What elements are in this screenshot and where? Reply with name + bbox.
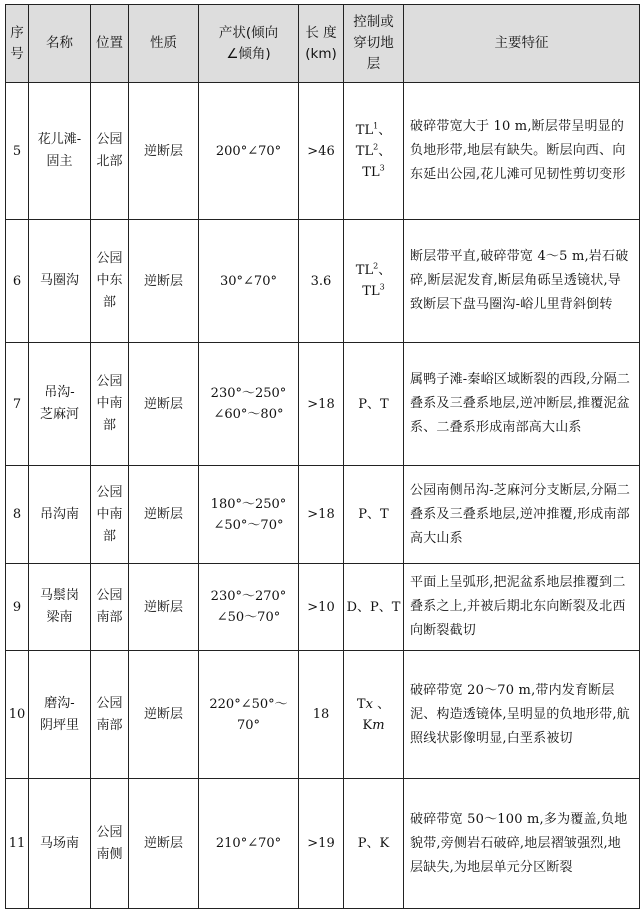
cell-features: 破碎带宽大于 10 m,断层带呈明显的负地形带,地层有缺失。断层向西、向东延出公园,花儿滩可见韧性剪切变形 [404, 83, 640, 220]
cell-length: 18 [299, 651, 344, 779]
cell-control: $TL^1$、 $TL^2$、 $TL^3$ [344, 83, 404, 220]
cell-nature: 逆断层 [129, 651, 199, 779]
cell-nature: 逆断层 [129, 564, 199, 651]
cell-no: 10 [6, 651, 29, 779]
cell-position: 公园 南部 [91, 651, 129, 779]
header-position: 位置 [91, 5, 129, 83]
cell-features: 平面上呈弧形,把泥盆系地层推覆到二叠系之上,并被后期北东向断裂及北西向断裂截切 [404, 564, 640, 651]
cell-position: 公园 南侧 [91, 779, 129, 909]
table-row [6, 651, 640, 779]
cell-attitude: 230°～250° ∠60°～80° [199, 343, 299, 466]
cell-attitude: 180°～250° ∠50°～70° [199, 466, 299, 564]
cell-features: 属鸭子滩-秦峪区域断裂的西段,分隔二叠系及三叠系地层,逆冲断层,推覆泥盆系、二叠系形成南部高大山系 [404, 343, 640, 466]
cell-nature: 逆断层 [129, 779, 199, 909]
header-name: 名称 [29, 5, 91, 83]
table-row [6, 343, 640, 466]
cell-name: 马圈沟 [29, 220, 91, 343]
cell-attitude: 30°∠70° [199, 220, 299, 343]
cell-features: 公园南侧吊沟-芝麻河分支断层,分隔二叠系及三叠系地层,逆冲推覆,形成南部高大山系 [404, 466, 640, 564]
cell-no: 6 [6, 220, 29, 343]
cell-control: P、K [344, 779, 404, 909]
cell-position: 公园 北部 [91, 83, 129, 220]
cell-length: >10 [299, 564, 344, 651]
cell-position: 公园 中南 部 [91, 343, 129, 466]
cell-length: >18 [299, 343, 344, 466]
cell-attitude: 210°∠70° [199, 779, 299, 909]
cell-nature: 逆断层 [129, 220, 199, 343]
cell-position: 公园 中南 部 [91, 466, 129, 564]
header-length: 长 度 (km) [299, 5, 344, 83]
cell-control: D、P、T [344, 564, 404, 651]
table-row [6, 220, 640, 343]
cell-no: 7 [6, 343, 29, 466]
cell-no: 11 [6, 779, 29, 909]
table-row [6, 779, 640, 909]
cell-control: P、T [344, 466, 404, 564]
cell-nature: 逆断层 [129, 343, 199, 466]
cell-nature: 逆断层 [129, 83, 199, 220]
cell-no: 9 [6, 564, 29, 651]
cell-length: >18 [299, 466, 344, 564]
cell-no: 8 [6, 466, 29, 564]
header-control: 控制或 穿切地 层 [344, 5, 404, 83]
header-features: 主要特征 [404, 5, 640, 83]
cell-control: $TL^2$、 $TL^3$ [344, 220, 404, 343]
cell-length: 3.6 [299, 220, 344, 343]
cell-control: Tx 、 Km [344, 651, 404, 779]
header-no: 序 号 [6, 5, 29, 83]
table-row [6, 83, 640, 220]
cell-nature: 逆断层 [129, 466, 199, 564]
header-row [6, 5, 640, 83]
cell-name: 磨沟- 阴坪里 [29, 651, 91, 779]
cell-name: 马鬃岗 梁南 [29, 564, 91, 651]
header-attitude: 产状(倾向 ∠倾角) [199, 5, 299, 83]
cell-length: >46 [299, 83, 344, 220]
cell-name: 吊沟南 [29, 466, 91, 564]
table-row [6, 564, 640, 651]
cell-attitude: 230°～270° ∠50～70° [199, 564, 299, 651]
cell-position: 公园 南部 [91, 564, 129, 651]
cell-features: 断层带平直,破碎带宽 4～5 m,岩石破碎,断层泥发育,断层角砾呈透镜状,导致断层下盘马圈沟-峪儿里背斜倒转 [404, 220, 640, 343]
cell-no: 5 [6, 83, 29, 220]
cell-attitude: 200°∠70° [199, 83, 299, 220]
cell-name: 花儿滩- 固主 [29, 83, 91, 220]
table-row [6, 466, 640, 564]
cell-attitude: 220°∠50°～ 70° [199, 651, 299, 779]
cell-name: 吊沟- 芝麻河 [29, 343, 91, 466]
fault-table [5, 4, 640, 909]
cell-features: 破碎带宽 50～100 m,多为覆盖,负地貌带,旁侧岩石破碎,地层褶皱强烈,地层缺失,为地层单元分区断裂 [404, 779, 640, 909]
cell-position: 公园 中东 部 [91, 220, 129, 343]
header-nature: 性质 [129, 5, 199, 83]
cell-name: 马场南 [29, 779, 91, 909]
cell-features: 破碎带宽 20～70 m,带内发育断层泥、构造透镜体,呈明显的负地形带,航照线状影像明显,白垩系被切 [404, 651, 640, 779]
cell-control: P、T [344, 343, 404, 466]
cell-length: >19 [299, 779, 344, 909]
